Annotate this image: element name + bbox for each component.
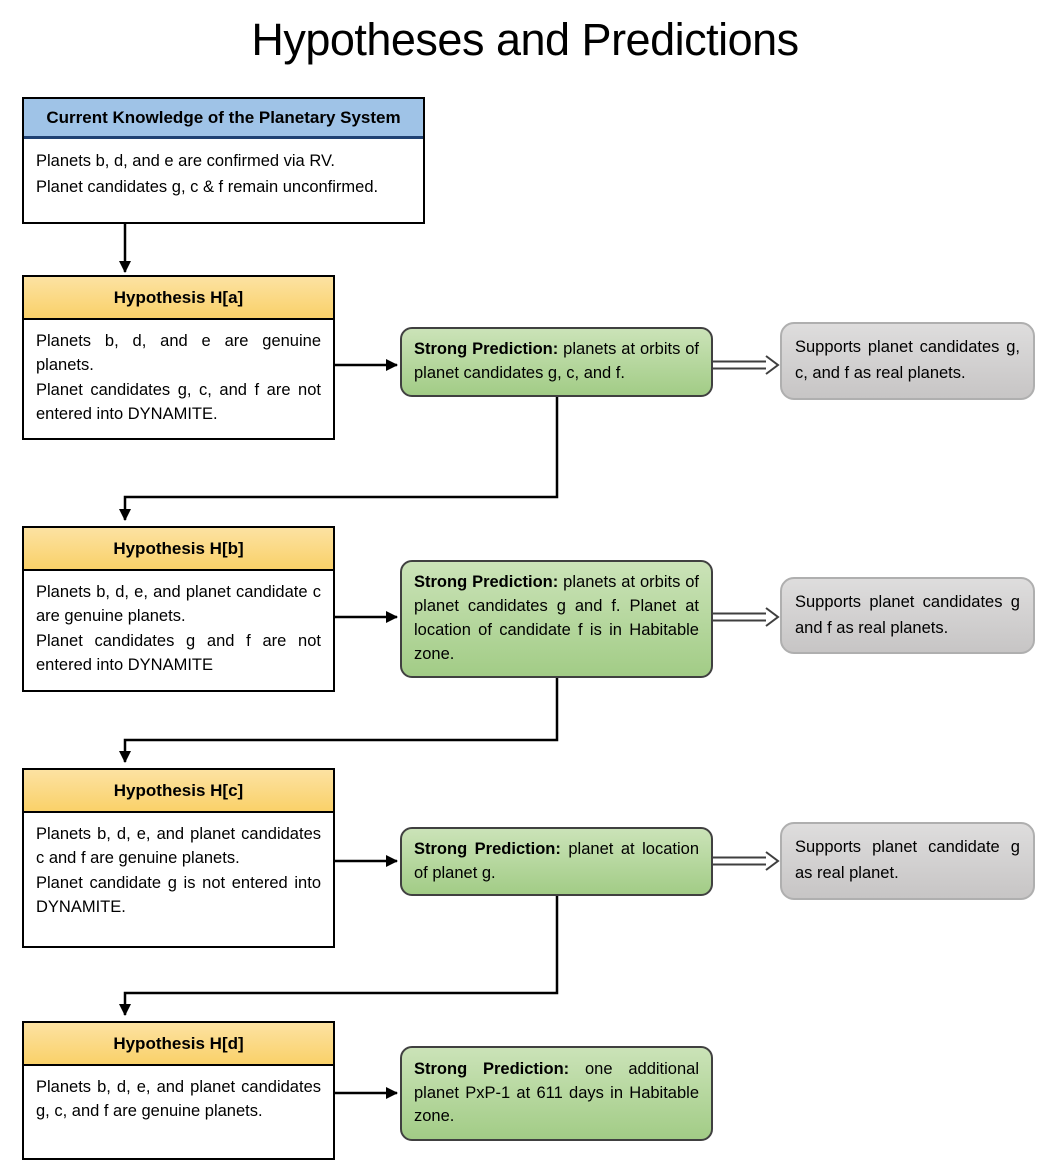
- hypothesis-d-header: Hypothesis H[d]: [24, 1023, 333, 1066]
- prediction-d-text: [414, 1058, 699, 1130]
- prediction-d-label: Strong Prediction:: [414, 1059, 570, 1078]
- prediction-a-label: Strong Prediction:: [414, 340, 559, 359]
- hypothesis-c-line: Planets b, d, e, and planet candidates c and f are genuine planets.: [36, 825, 321, 868]
- hypothesis-c-line: Planet candidate g is not entered into DYNAMITE.: [36, 873, 321, 917]
- prediction-d-box: [400, 1046, 713, 1141]
- prediction-b-box: [400, 560, 713, 678]
- hypothesis-b-header: Hypothesis H[b]: [24, 528, 333, 571]
- hypothesis-a-line: Planet candidates g, c, and f are not entered into DYNAMITE.: [36, 380, 321, 424]
- prediction-d-body: one additional planet PxP-1 at 611 days in Habitable zone.: [414, 1059, 699, 1126]
- support-c-box: [780, 822, 1035, 900]
- prediction-a-box: [400, 327, 713, 397]
- prediction-b-label: Strong Prediction:: [414, 573, 559, 592]
- prediction-c-body: planet at location of planet g.: [414, 839, 699, 882]
- current-knowledge-box: [22, 97, 425, 224]
- prediction-b-body: planets at orbits of planet candidates g and f. Planet at location of candidate f is in Habitable zone.: [414, 573, 699, 663]
- hypothesis-c-header: Hypothesis H[c]: [24, 770, 333, 813]
- hypothesis-b-box: [22, 526, 335, 692]
- knowledge-line: Planets b, d, and e are confirmed via RV.: [36, 152, 336, 170]
- hypothesis-d-box: [22, 1021, 335, 1160]
- current-knowledge-body: [24, 139, 423, 210]
- hypothesis-a-box: [22, 275, 335, 440]
- hypothesis-a-line: Planets b, d, and e are genuine planets.: [36, 332, 321, 375]
- prediction-c-text: [414, 838, 699, 886]
- support-c-text: Supports planet candidate g as real planet.: [795, 838, 1020, 882]
- support-a-text: Supports planet candidates g, c, and f as real planets.: [795, 338, 1020, 382]
- hypothesis-c-box: [22, 768, 335, 948]
- prediction-c-box: [400, 827, 713, 896]
- support-a-box: [780, 322, 1035, 400]
- hypothesis-a-header: Hypothesis H[a]: [24, 277, 333, 320]
- hypothesis-b-line: Planet candidates g and f are not entered into DYNAMITE: [36, 631, 321, 675]
- knowledge-line: Planet candidates g, c & f remain unconfirmed.: [36, 178, 379, 197]
- hypothesis-d-line: Planets b, d, e, and planet candidates g, c, and f are genuine planets.: [36, 1078, 321, 1121]
- hypothesis-b-body: [24, 571, 333, 687]
- hypothesis-b-line: Planets b, d, e, and planet candidate c are genuine planets.: [36, 583, 321, 626]
- page-title: Hypotheses and Predictions: [251, 14, 799, 65]
- support-b-box: [780, 577, 1035, 654]
- support-b-text: Supports planet candidates g and f as real planets.: [795, 592, 1020, 637]
- hypothesis-d-body: [24, 1066, 333, 1133]
- prediction-b-text: [414, 571, 699, 667]
- hypothesis-c-body: [24, 813, 333, 929]
- prediction-c-label: Strong Prediction:: [414, 839, 561, 858]
- prediction-a-text: [414, 338, 699, 386]
- prediction-a-body: planets at orbits of planet candidates g, c, and f.: [414, 340, 699, 382]
- hypothesis-a-body: [24, 320, 333, 436]
- current-knowledge-header: Current Knowledge of the Planetary System: [24, 99, 423, 139]
